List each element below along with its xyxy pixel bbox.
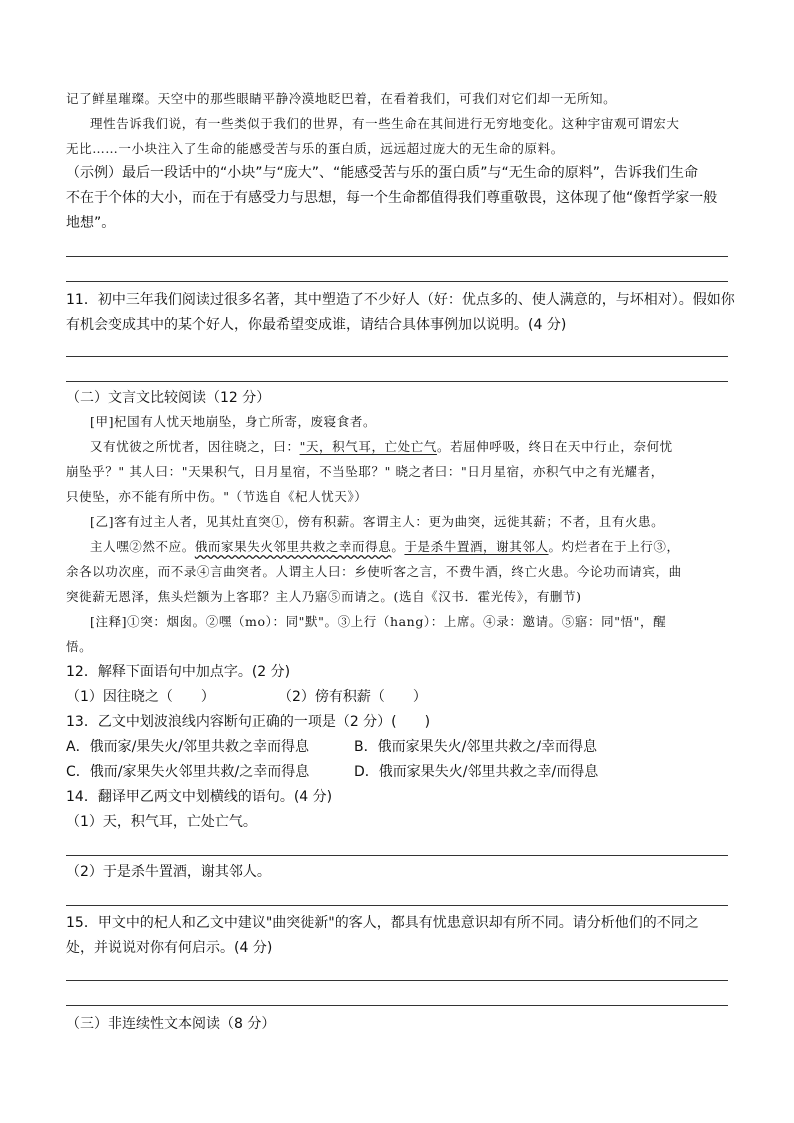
classical-text-yi: 突徙薪无恩泽，焦头烂额为上客耶？主人乃寤⑤而请之。(选自《汉书．霍光传》，有删节): [66, 589, 582, 604]
answer-line[interactable]: [66, 256, 728, 257]
answer-line[interactable]: [66, 281, 728, 282]
section-title: （二）文言文比较阅读（12 分）: [66, 390, 271, 406]
question-11: 11．初中三年我们阅读过很多名著，其中塑造了不少好人（好：优点多的、使人满意的，与坏相对）。假如你: [66, 292, 735, 308]
text-segment: 。: [391, 539, 405, 554]
classical-text-jia: 崩坠乎？" 其人曰："天果积气，日月星宿，不当坠耶？" 晓之者曰："日月星宿，亦积气中之有光耀者，: [66, 464, 664, 479]
question-12-item[interactable]: （2）傍有积薪（ ）: [278, 689, 427, 705]
question-14-item: （1）天，积气耳，亡处亡气。: [66, 814, 257, 830]
answer-line[interactable]: [66, 356, 728, 357]
classical-text-jia: [90, 436, 673, 458]
answer-line[interactable]: [66, 1005, 728, 1006]
classical-text-yi: [乙]客有过主人者，见其灶直突①，傍有积薪。客谓主人：更为曲突，远徙其薪；不者，且有火患。: [90, 514, 665, 529]
classical-text-yi: 余各以功次座，而不录④言曲突者。人谓主人曰：乡使听客之言，不费牛酒，终亡火患。今论功而请宾，曲: [66, 564, 682, 579]
section-title: （三）非连续性文本阅读（8 分）: [66, 1016, 276, 1032]
passage-line: 记了鲜星璀璨。天空中的那些眼睛平静冷漠地眨巴着，在看着我们，可我们对它们却一无所知。: [66, 91, 617, 106]
choice-b[interactable]: B．俄而家果失火/邻里共救之/幸而得息: [354, 739, 598, 755]
answer-line[interactable]: [66, 381, 728, 382]
answer-line[interactable]: [66, 855, 728, 856]
passage-line: 理性告诉我们说，有一些类似于我们的世界，有一些生命在其间进行无穷地变化。这种宇宙观可谓宏大: [90, 116, 680, 131]
text-segment: 。灼烂者在于上行③，: [548, 539, 680, 554]
example-answer-line: 地想”。: [66, 215, 116, 231]
question-12: 12．解释下面语句中加点字。(2 分): [66, 664, 291, 680]
text-segment: 主人嘿②然不应。: [90, 539, 195, 554]
passage-line: 无比……一小块注入了生命的能感受苦与乐的蛋白质，远远超过庞大的无生命的原料。: [66, 141, 564, 156]
question-13: 13．乙文中划波浪线内容断句正确的一项是（2 分）( ): [66, 714, 431, 730]
answer-line[interactable]: [66, 980, 728, 981]
text-segment: 。若屈伸呼吸，终日在天中行止，奈何忧: [436, 439, 673, 454]
example-answer-line: （示例）最后一段话中的“小块”与“庞大”、“能感受苦与乐的蛋白质”与“无生命的原料”，告诉我们生命: [66, 165, 699, 181]
question-11: 有机会变成其中的某个好人，你最希望变成谁，请结合具体事例加以说明。(4 分): [66, 317, 567, 333]
classical-text-yi: [90, 536, 680, 558]
text-segment: 又有忧彼之所忧者，因往晓之，曰：: [90, 439, 300, 454]
question-14: 14．翻译甲乙两文中划横线的语句。(4 分): [66, 789, 333, 805]
answer-line[interactable]: [66, 905, 728, 906]
question-12-item[interactable]: （1）因往晓之（ ）: [66, 689, 215, 705]
question-15: 15．甲文中的杞人和乙文中建议"曲突徙新"的客人，都具有忧患意识却有所不同。请分析他们的不同之: [66, 915, 699, 931]
choice-c[interactable]: C．俄而/家果失火邻里共救/之幸而得息: [66, 764, 310, 780]
choice-d[interactable]: D．俄而家果失火/邻里共救之幸/而得息: [354, 764, 599, 780]
underlined-sentence: "天，积气耳，亡处亡气: [299, 439, 437, 454]
question-15: 处，并说说对你有何启示。(4 分): [66, 940, 273, 956]
classical-text-jia: 只使坠，亦不能有所中伤。"（节选自《杞人忧天》）: [66, 489, 368, 504]
classical-text-jia: [甲]杞国有人忧天地崩坠，身亡所寄，废寝食者。: [90, 414, 377, 429]
wavy-underlined-sentence: 俄而家果失火邻里共救之幸而得息: [194, 539, 392, 554]
question-14-item: （2）于是杀牛置酒，谢其邻人。: [66, 864, 271, 880]
annotation: 悟。: [66, 639, 93, 654]
choice-a[interactable]: A．俄而家/果失火/邻里共救之幸而得息: [66, 739, 310, 755]
example-answer-line: 不在于个体的大小，而在于有感受力与思想，每一个生命都值得我们尊重敬畏，这体现了他“像哲学家一般: [66, 190, 718, 206]
annotation: [注释]①突：烟囱。②嘿（mo）：同"默"。③上行（hang）：上席。④录：邀请。⑤寤：同"悟"，醒: [90, 614, 667, 629]
underlined-sentence: 于是杀牛置酒，谢其邻人: [404, 539, 549, 554]
